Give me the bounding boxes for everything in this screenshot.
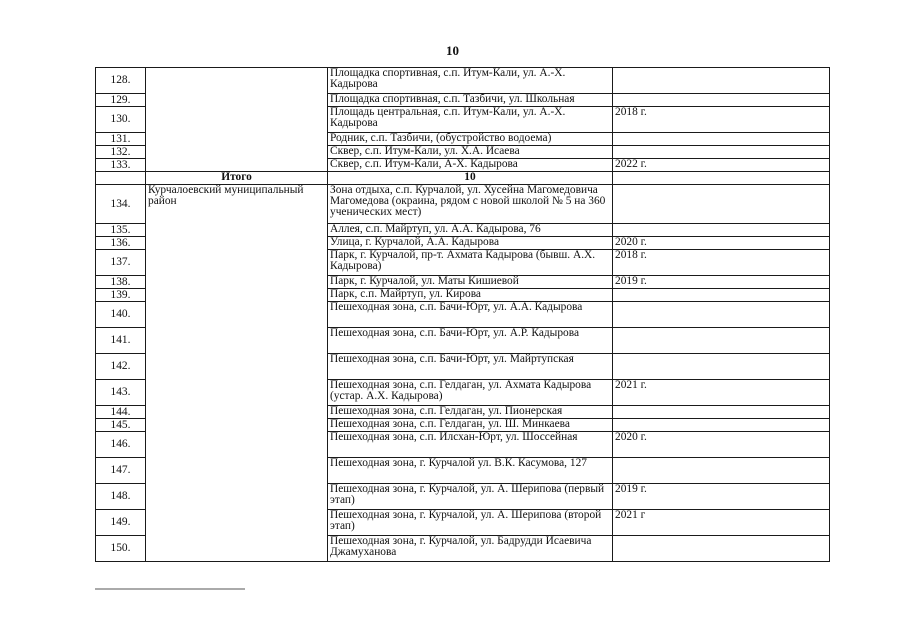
object-cell: Пешеходная зона, г. Курчалой, ул. Бадрудди Исаевича Джамуханова [328,536,613,562]
year-cell: 2020 г. [613,237,830,250]
row-number: 131. [96,133,146,146]
row-number: 130. [96,107,146,133]
year-cell [613,419,830,432]
year-cell: 2020 г. [613,432,830,458]
object-cell: Площадь центральная, с.п. Итум-Кали, ул. А.-Х. Кадырова [328,107,613,133]
row-number: 143. [96,380,146,406]
row-number: 149. [96,510,146,536]
object-cell: Пешеходная зона, г. Курчалой ул. В.К. Касумова, 127 [328,458,613,484]
row-number: 144. [96,406,146,419]
year-cell: 2021 г. [613,380,830,406]
year-cell: 2019 г. [613,276,830,289]
row-number: 150. [96,536,146,562]
year-cell [613,406,830,419]
object-cell: Аллея, с.п. Майртуп, ул. А.А. Кадырова, 76 [328,224,613,237]
year-cell [613,224,830,237]
district-cell [146,68,328,172]
object-cell: Пешеходная зона, с.п. Бачи-Юрт, ул. Майртупская [328,354,613,380]
year-cell [613,68,830,94]
object-cell: Площадка спортивная, с.п. Итум-Кали, ул. А.-Х. Кадырова [328,68,613,94]
object-cell: Сквер, с.п. Итум-Кали, А-Х. Кадырова [328,159,613,172]
year-cell: 2021 г [613,510,830,536]
row-number: 145. [96,419,146,432]
row-number: 146. [96,432,146,458]
object-cell: Парк, г. Курчалой, пр-т. Ахмата Кадырова (бывш. А.Х. Кадырова) [328,250,613,276]
object-cell: Родник, с.п. Тазбичи, (обустройство водоема) [328,133,613,146]
total-empty-cell [96,172,146,185]
year-cell [613,302,830,328]
year-cell [613,94,830,107]
object-cell: Пешеходная зона, с.п. Гелдаган, ул. Ахмата Кадырова (устар. А.Х. Кадырова) [328,380,613,406]
object-cell: Зона отдыха, с.п. Курчалой, ул. Хусейна Магомедовича Магомедова (окраина, рядом с новой школой № 5 на 360 ученических мест) [328,185,613,224]
year-cell: 2019 г. [613,484,830,510]
row-number: 147. [96,458,146,484]
row-number: 133. [96,159,146,172]
table-row [96,185,830,224]
row-number: 148. [96,484,146,510]
row-number: 128. [96,68,146,94]
year-cell: 2022 г. [613,159,830,172]
object-cell: Пешеходная зона, с.п. Гелдаган, ул. Ш. Минкаева [328,419,613,432]
object-cell: Площадка спортивная, с.п. Тазбичи, ул. Школьная [328,94,613,107]
row-number: 140. [96,302,146,328]
page-number: 10 [446,43,459,58]
object-cell: Пешеходная зона, г. Курчалой, ул. А. Шерипова (первый этап) [328,484,613,510]
year-cell: 2018 г. [613,107,830,133]
year-cell [613,458,830,484]
year-cell: 2018 г. [613,250,830,276]
registry-table [95,67,830,562]
year-cell [613,133,830,146]
object-cell: Пешеходная зона, с.п. Илсхан-Юрт, ул. Шоссейная [328,432,613,458]
total-label: Итого [146,172,328,185]
row-number: 135. [96,224,146,237]
row-number: 139. [96,289,146,302]
object-cell: Сквер, с.п. Итум-Кали, ул. Х.А. Исаева [328,146,613,159]
object-cell: Пешеходная зона, с.п. Гелдаган, ул. Пионерская [328,406,613,419]
table-row [96,68,830,94]
row-number: 141. [96,328,146,354]
row-number: 142. [96,354,146,380]
row-number: 134. [96,185,146,224]
row-number: 132. [96,146,146,159]
total-empty-cell [613,172,830,185]
year-cell [613,146,830,159]
row-number: 138. [96,276,146,289]
total-row [96,172,830,185]
year-cell [613,185,830,224]
object-cell: Парк, с.п. Майртуп, ул. Кирова [328,289,613,302]
object-cell: Парк, г. Курчалой, ул. Маты Кишиевой [328,276,613,289]
object-cell: Пешеходная зона, с.п. Бачи-Юрт, ул. А.А. Кадырова [328,302,613,328]
row-number: 129. [96,94,146,107]
footer-note [95,588,245,590]
year-cell [613,328,830,354]
district-name: Курчалоевский муниципальный район [146,185,328,562]
object-cell: Пешеходная зона, с.п. Бачи-Юрт, ул. А.Р. Кадырова [328,328,613,354]
row-number: 137. [96,250,146,276]
year-cell [613,536,830,562]
row-number: 136. [96,237,146,250]
total-value: 10 [328,172,613,185]
year-cell [613,354,830,380]
object-cell: Пешеходная зона, г. Курчалой, ул. А. Шерипова (второй этап) [328,510,613,536]
object-cell: Улица, г. Курчалой, А.А. Кадырова [328,237,613,250]
year-cell [613,289,830,302]
